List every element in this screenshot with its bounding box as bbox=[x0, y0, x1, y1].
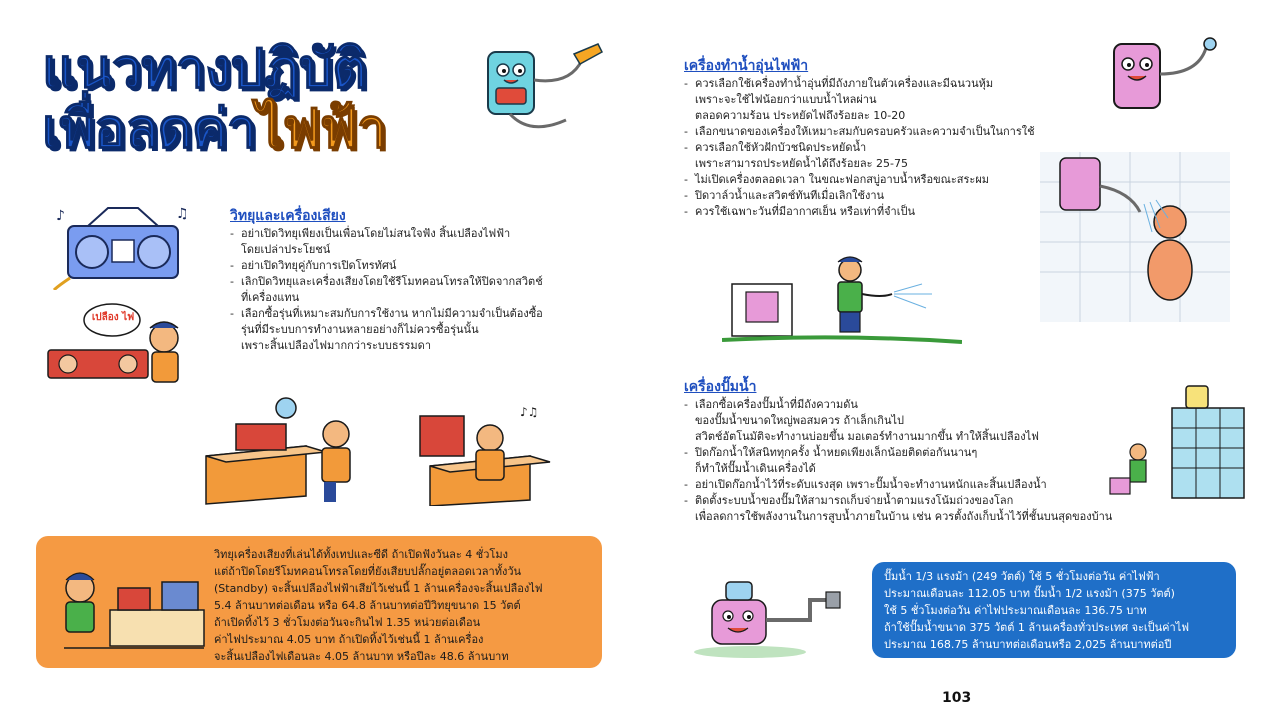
heater-tip-item: - เลือกขนาดของเครื่องให้เหมาะสมกับครอบครัวและความจำเป็นในการใช้ bbox=[684, 124, 1084, 140]
orange-box-line: (Standby) จะสิ้นเปลืองไฟฟ้าเสียไว้เช่นนี้ 1 ล้านเครื่องจะสิ้นเปลืองไฟ bbox=[214, 582, 543, 595]
radio-tips-list bbox=[230, 226, 600, 354]
blue-box-line: ถ้าใช้ปั๊มน้ำขนาด 375 วัตต์ 1 ล้านเครื่องทั่วประเทศ จะเป็นค่าไฟ bbox=[884, 621, 1190, 634]
orange-box-line: วิทยุเครื่องเสียงที่เล่นได้ทั้งเทปและซีดี ถ้าเปิดฟังวันละ 4 ชั่วโมง bbox=[214, 548, 508, 561]
building-with-pump-illustration bbox=[1102, 382, 1252, 502]
radio-tip-item: - อย่าเปิดวิทยุเพียงเป็นเพื่อนโดยไม่สนใจฟัง สิ้นเปลืองไฟฟ้า bbox=[230, 226, 600, 242]
radio-tip-item: ที่เครื่องแทน bbox=[241, 291, 300, 304]
pump-cost-text bbox=[884, 568, 1230, 653]
title-line-2-part-1: เพื่อลดค่า bbox=[42, 97, 257, 160]
radio-section-heading: วิทยุและเครื่องเสียง bbox=[230, 208, 346, 224]
pump-tips-list bbox=[684, 397, 1174, 525]
pump-tip-item: - อย่าเปิดก๊อกน้ำไว้ที่ระดับแรงสุด เพราะปั๊มน้ำจะทำงานหนักและสิ้นเปลืองน้ำ bbox=[684, 477, 1174, 493]
title-line-1: แนวทางปฏิบัติ bbox=[42, 37, 367, 100]
pump-tip-item: ของปั๊มน้ำขนาดใหญ่พอสมควร ถ้าเล็กเกินไป bbox=[695, 414, 904, 427]
pump-section-heading: เครื่องปั๊มน้ำ bbox=[684, 379, 757, 395]
page-number: 103 bbox=[942, 690, 972, 706]
blue-box-line: ปั๊มน้ำ 1/3 แรงม้า (249 วัตต์) ใช้ 5 ชั่วโมงต่อวัน ค่าไฟฟ้า bbox=[884, 570, 1160, 583]
svg-text:♪♫: ♪♫ bbox=[520, 405, 539, 419]
blue-box-line: ประมาณเดือนละ 112.05 บาท ปั๊มน้ำ 1/2 แรงม้า (375 วัตต์) bbox=[884, 587, 1175, 600]
radio-tip-item: รุ่นที่มีระบบการทำงานหลายอย่างก็ไม่ควรซื้อรุ่นนั้น bbox=[241, 323, 479, 336]
man-at-desk-illustration bbox=[196, 396, 376, 506]
kid-appliances-illustration-overlay bbox=[44, 552, 214, 656]
orange-box-line: ถ้าเปิดทิ้งไว้ 3 ชั่วโมงต่อวันจะกินไฟ 1.35 หน่วยต่อเดือน bbox=[214, 616, 481, 629]
page-title bbox=[42, 37, 387, 160]
heater-tip-item: - ควรใช้เฉพาะวันที่มีอากาศเย็น หรือเท่าที่จำเป็น bbox=[684, 204, 1084, 220]
orange-box-line: ค่าไฟประมาณ 4.05 บาท ถ้าเปิดทิ้งไว้เช่นนี้ 1 ล้านเครื่อง bbox=[214, 633, 484, 646]
title-line-2-part-2: ไฟฟ้า bbox=[256, 97, 387, 160]
svg-text:♫: ♫ bbox=[176, 206, 189, 222]
radio-tip-item: - เลือกซื้อรุ่นที่เหมาะสมกับการใช้งาน หากไม่มีความจำเป็นต้องซื้อ bbox=[230, 306, 600, 322]
orange-box-line: แต่ถ้าปิดโดยรีโมทคอนโทรลโดยที่ยังเสียบปลั๊กอยู่ตลอดเวลาทั้งวัน bbox=[214, 565, 522, 578]
heater-tip-item: - ควรเลือกใช้เครื่องทำน้ำอุ่นที่มีถังภายในตัวเครื่องและมีฉนวนหุ้ม bbox=[684, 76, 1084, 92]
heater-tip-item: - ควรเลือกใช้หัวฝักบัวชนิดประหยัดน้ำ bbox=[684, 140, 1084, 156]
heater-tip-item: ตลอดความร้อน ประหยัดไฟถึงร้อยละ 10-20 bbox=[695, 109, 906, 122]
speech-bubble-label: เปลือง ไฟ bbox=[91, 312, 135, 323]
pump-tip-item: - เลือกซื้อเครื่องปั๊มน้ำที่มีถังความดัน bbox=[684, 397, 1174, 413]
heater-tip-item: เพราะสามารถประหยัดน้ำได้ถึงร้อยละ 25-75 bbox=[695, 157, 909, 170]
pump-tip-item: ก็ทำให้ปั๊มน้ำเดินเครื่องได้ bbox=[695, 462, 816, 475]
pump-tip-item: เพื่อลดการใช้พลังงานในการสูบน้ำภายในบ้าน เช่น ควรตั้งถังเก็บน้ำไว้ที่ชั้นบนสุดของบ้าน bbox=[695, 510, 1113, 523]
heater-tip-item: เพราะจะใช้ไฟน้อยกว่าแบบน้ำไหลผ่าน bbox=[695, 93, 877, 106]
orange-box-line: จะสิ้นเปลืองไฟเดือนละ 4.05 ล้านบาท หรือปีละ 48.6 ล้านบาท bbox=[214, 650, 509, 663]
water-heater-mascot-illustration bbox=[470, 40, 610, 140]
heater-tip-item: - ไม่เปิดเครื่องตลอดเวลา ในขณะฟอกสบู่อาบน้ำหรือขณะสระผม bbox=[684, 172, 1084, 188]
radio-tip-item: เพราะสิ้นเปลืองไฟมากกว่าระบบธรรมดา bbox=[241, 339, 432, 352]
radio-tip-item: - เลิกปิดวิทยุและเครื่องเสียงโดยใช้รีโมทคอนโทรลให้ปิดจากสวิตช์ bbox=[230, 274, 600, 290]
pump-tip-item: - ติดตั้งระบบน้ำของปั๊มให้สามารถเก็บจ่ายน้ำตามแรงโน้มถ่วงของโลก bbox=[684, 493, 1174, 509]
radio-tip-item: - อย่าเปิดวิทยุคู่กับการเปิดโทรทัศน์ bbox=[230, 258, 600, 274]
pump-tip-item: สวิตช์อัตโนมัติจะทำงานบ่อยขึ้น มอเตอร์ทำงานมากขึ้น ทำให้สิ้นเปลืองไฟ bbox=[695, 430, 1039, 443]
radio-standby-cost-text bbox=[214, 546, 594, 665]
orange-box-line: 5.4 ล้านบาทต่อเดือน หรือ 64.8 ล้านบาทต่อปีวิทยุขนาด 15 วัตต์ bbox=[214, 599, 521, 612]
heater-section-heading: เครื่องทำน้ำอุ่นไฟฟ้า bbox=[684, 58, 809, 74]
radio-tip-item: โดยเปล่าประโยชน์ bbox=[241, 243, 331, 256]
heater-tips-list bbox=[684, 76, 1084, 220]
title-line-2 bbox=[42, 97, 387, 160]
pump-tip-item: - ปิดก๊อกน้ำให้สนิททุกครั้ง น้ำหยดเพียงเล็กน้อยติดต่อกันนานๆ bbox=[684, 445, 1174, 461]
heater-tip-item: - ปิดวาล์วน้ำและสวิตช์ทันทีเมื่อเลิกใช้งาน bbox=[684, 188, 1084, 204]
person-showering-illustration bbox=[1040, 152, 1230, 322]
man-watering-illustration bbox=[722, 254, 962, 354]
pump-cost-box bbox=[872, 562, 1236, 658]
blue-box-line: ใช้ 5 ชั่วโมงต่อวัน ค่าไฟประมาณเดือนละ 136.75 บาท bbox=[884, 604, 1147, 617]
man-covering-ears-illustration bbox=[400, 396, 570, 506]
water-heater-mascot-right-illustration bbox=[1088, 34, 1228, 124]
radio-boombox-illustration bbox=[48, 200, 198, 290]
svg-text:♪: ♪ bbox=[56, 208, 65, 224]
water-pump-mascot-illustration bbox=[690, 560, 860, 660]
blue-box-line: ประมาณ 168.75 ล้านบาทต่อเดือนหรือ 2,025 ล้านบาทต่อปี bbox=[884, 638, 1172, 651]
